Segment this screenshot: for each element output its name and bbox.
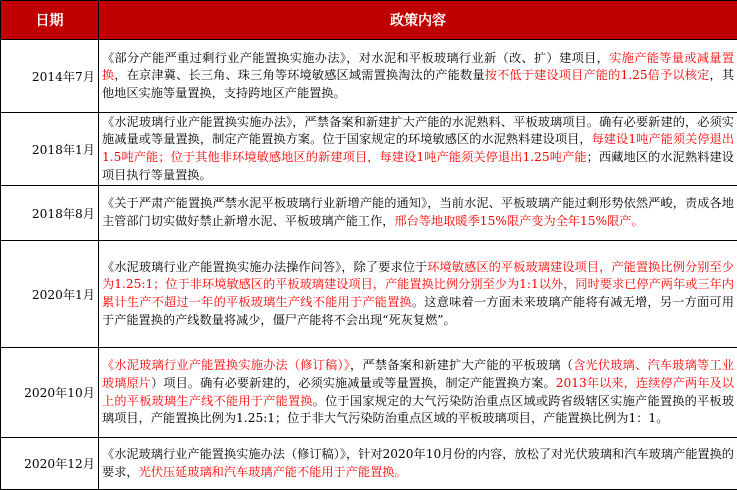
body-text: 《部分产能严重过剩行业产能置换实施办法》，对水泥和平板玻璃行业新（改、扩）建项目， — [102, 51, 609, 65]
table-row — [1, 186, 737, 241]
row-date: 2014年7月 — [1, 40, 99, 113]
row-date: 2018年8月 — [1, 186, 99, 241]
row-content — [99, 113, 737, 186]
body-text: 。位于国家规定的大气污染防治重点区域或跨省级辖区实施产能置换的平板玻璃项目，产能置换比例为1.25:1；位于非大气污染防治重点区域的平板玻璃项目，产能置换比例为1：1。 — [102, 394, 734, 426]
header-date: 日期 — [1, 1, 99, 40]
highlight-text: 含光伏玻璃、汽车玻璃等工业玻璃原片 — [102, 358, 734, 390]
row-content — [99, 186, 737, 241]
body-text: 《水泥玻璃行业产能置换实施办法操作问答》，除了要求位于 — [102, 260, 427, 274]
row-date: 2020年1月 — [1, 241, 99, 348]
body-text: 《水泥玻璃行业产能置换实施办法（修订稿）》，针对2020年10月份的内容，放松了对光伏玻璃和汽车玻璃产能置换的要求， — [102, 447, 734, 479]
body-text: ，在京津冀、长三角、珠三角等环境敏感区域需置换淘汰的产能数量 — [114, 68, 484, 82]
body-text: 《关于严肃产能置换严禁水泥平板玻璃行业新增产能的通知》，当前水泥、平板玻璃产能过剩形势依然严峻，责成各地主管部门切实做好禁止新增水泥、平板玻璃产能工作， — [102, 196, 734, 228]
row-date: 2018年1月 — [1, 113, 99, 186]
highlight-text: 环境敏感区的平板玻璃建设项目，产能置换比例分别至少为1.25:1；位于非环境敏感区的平板玻璃建设项目，产能置换比例分别至少为1:1以外， — [102, 260, 734, 292]
row-content — [99, 40, 737, 113]
highlight-text: 光伏压延玻璃和汽车玻璃产能不能用于产能置换。 — [139, 465, 407, 479]
row-content — [99, 348, 737, 438]
highlight-text: 每建设1吨产能须关停退出1.5吨产能；位于其他非环境敏感地区的新建项目，每建设1吨产能须关停退出1.25吨产能 — [102, 132, 734, 164]
table-row — [1, 40, 737, 113]
highlight-text: 同时要求已停产两年或三年内累计生产不超过一年的平板玻璃生产线不能用于产能置换 — [102, 277, 734, 309]
highlight-text: 邢台等地取暖季15%限产变为全年15%限产。 — [395, 214, 644, 228]
body-text: ；西藏地区的水泥熟料建设项目执行等量置换。 — [102, 150, 734, 182]
row-date: 2020年12月 — [1, 438, 99, 490]
row-date: 2020年10月 — [1, 348, 99, 438]
header-row — [1, 1, 737, 40]
table-row — [1, 348, 737, 438]
body-text: ，其他地区实施等量置换，支持跨地区产能置换。 — [102, 68, 734, 100]
highlight-text: 2013年以来，连续停产两年及以上的平板玻璃生产线不能用于产能置换 — [102, 376, 734, 408]
header-content: 政策内容 — [99, 1, 737, 40]
row-content — [99, 438, 737, 490]
table-row — [1, 113, 737, 186]
highlight-text: 《水泥玻璃行业产能置换实施办法（修订稿）》 — [102, 358, 350, 372]
body-text: ，严禁备案和新建扩大产能的平板玻璃（ — [350, 358, 573, 372]
body-text: 《水泥玻璃行业产能置换实施办法》，严禁备案和新建扩大产能的水泥熟料、平板玻璃项目。确有必要新建的，必须实施减量或等量置换，制定产能置换方案。位于国家规定的环境敏感区的水泥熟料建设项目， — [102, 115, 734, 147]
highlight-text: 按不低于建设项目产能的1.25倍予以核定 — [485, 68, 710, 82]
highlight-text: 实施产能等量或减量置换 — [102, 51, 734, 83]
table-row — [1, 241, 737, 348]
body-text: 。这意味着一方面未来玻璃产能将有减无增，另一方面可用于产能置换的产线数量将减少，僵尸产能将不会出现“死灰复燃”。 — [102, 295, 734, 327]
body-text: ）项目。确有必要新建的，必须实施减量或等量置换，制定产能置换方案。 — [151, 376, 556, 390]
row-content — [99, 241, 737, 348]
table-row — [1, 438, 737, 490]
